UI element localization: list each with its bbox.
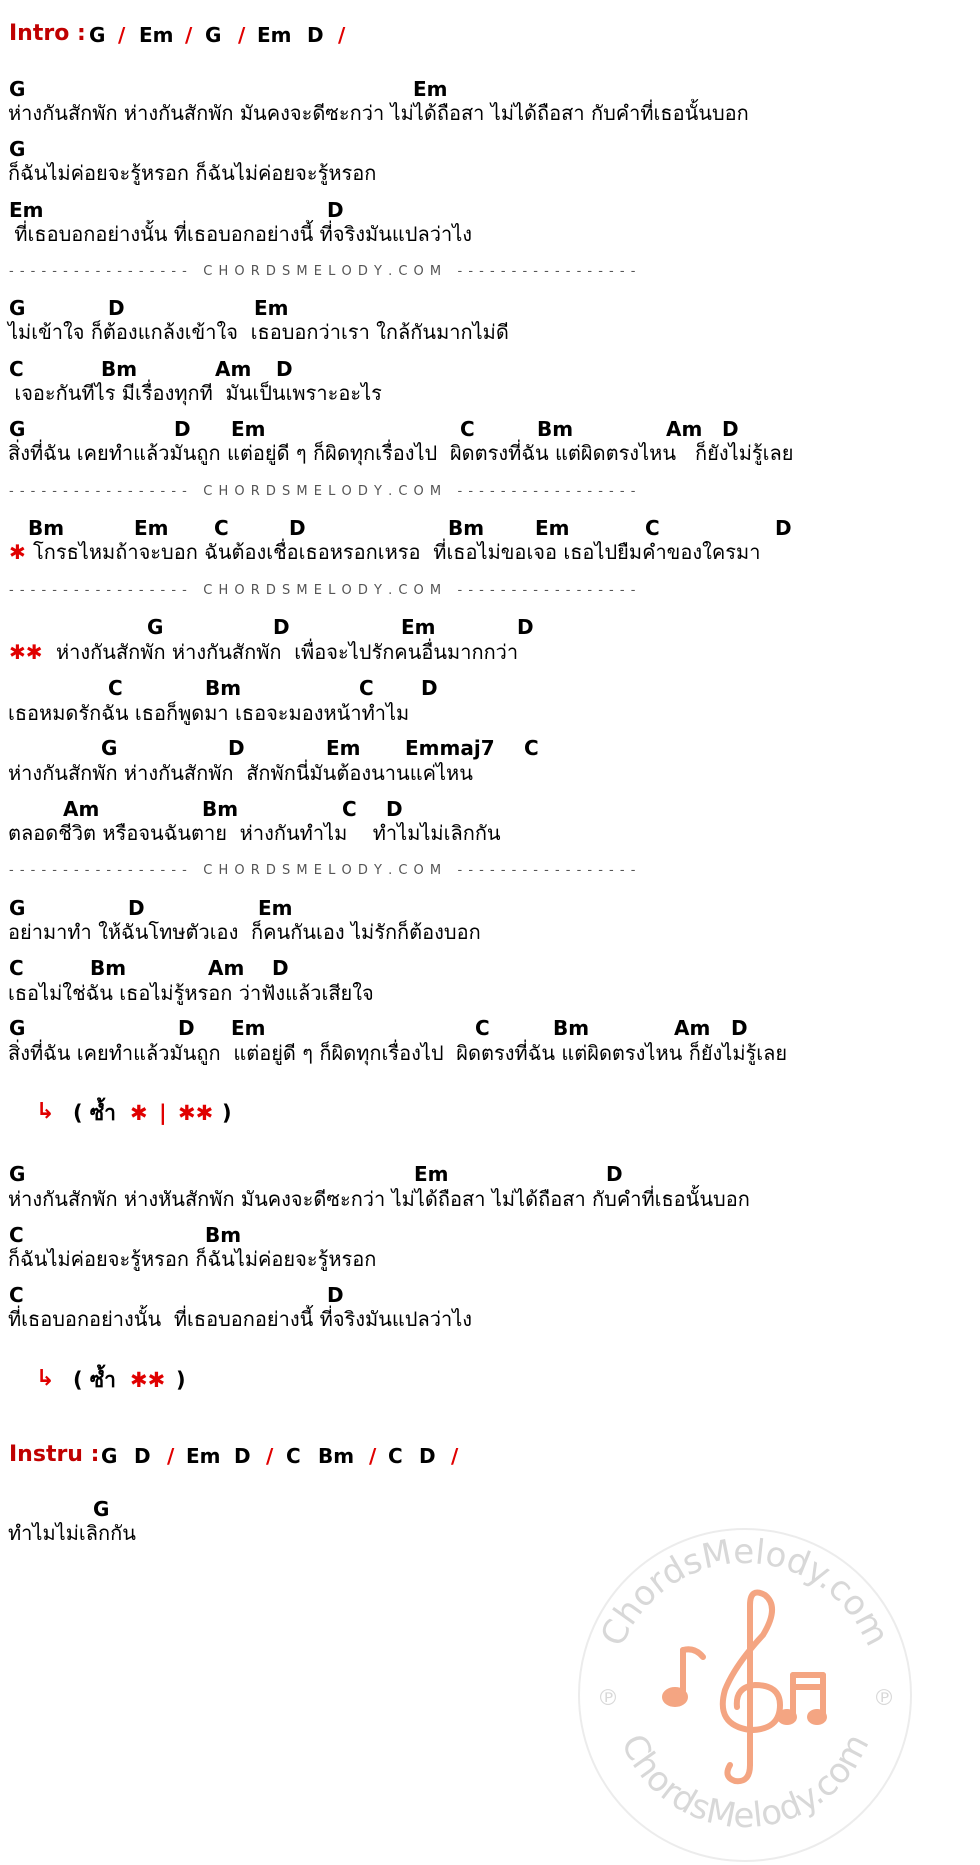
chord: Em	[413, 77, 448, 101]
watermark-left-symbol-icon: ℗	[597, 1686, 619, 1711]
chord: Bm	[205, 676, 242, 700]
watermark-text-bottom: ChordsMelody.com	[612, 1727, 878, 1837]
chord: Am	[215, 357, 252, 381]
chord: Em	[535, 516, 570, 540]
lyric-line: ห่างกันสักพัก ห่างกันสักพัก เพื่อจะไปรักคนอื่นมากกว่า	[56, 640, 519, 664]
chord: C	[475, 1016, 490, 1040]
lyric-line: ที่เธอบอกอย่างนั้น ที่เธอบอกอย่างนี้ ที่จริงมันแปลว่าไง	[8, 1307, 473, 1331]
chord: G	[9, 137, 26, 161]
chord: Em	[134, 516, 169, 540]
instru-chord: Em	[186, 1444, 221, 1468]
instru-chord: C	[286, 1444, 301, 1468]
lyric-line: อย่ามาทำ ให้ฉันโทษตัวเอง ก็คนกันเอง ไม่รักก็ต้องบอก	[8, 920, 481, 944]
chord: D	[327, 198, 344, 222]
intro-slash: /	[118, 23, 126, 47]
chord: G	[9, 417, 26, 441]
chord: Em	[231, 417, 266, 441]
intro-chord: Em	[139, 23, 174, 47]
chord: D	[421, 676, 438, 700]
instru-chord: D	[419, 1444, 436, 1468]
chord: Bm	[28, 516, 65, 540]
chord: C	[359, 676, 374, 700]
chord: C	[460, 417, 475, 441]
lyric-line: โกรธไหมถ้าจะบอก ฉันต้องเชื่อเธอหรอกเหรอ ที่เธอไม่ขอเจอ เธอไปยืมคำของใครมา	[33, 540, 761, 564]
chord: G	[9, 1162, 26, 1186]
chord: C	[9, 956, 24, 980]
chord: C	[645, 516, 660, 540]
lyric-line: ตลอดชีวิต หรือจนฉันตาย ห่างกันทำไม ทำไมไม่เลิกกัน	[8, 821, 501, 845]
lyric-line: ห่างกันสักพัก ห่างกันสักพัก สักพักนี่มันต้องนานแค่ไหน	[8, 761, 473, 785]
instru-slash: /	[167, 1444, 175, 1468]
chord: Am	[666, 417, 703, 441]
lyric-line: ก็ฉันไม่ค่อยจะรู้หรอก ก็ฉันไม่ค่อยจะรู้หรอก	[8, 1247, 377, 1271]
lyric-line: สิ่งที่ฉัน เคยทำแล้วมันถูก แต่อยู่ดี ๆ ก็ผิดทุกเรื่องไป ผิดตรงที่ฉัน แต่ผิดตรงไหน ก็ยังไม่รู้เลย	[8, 1041, 788, 1065]
repeat-close: )	[222, 1101, 232, 1125]
chord: Am	[674, 1016, 711, 1040]
chord: D	[386, 797, 403, 821]
chord: G	[147, 615, 164, 639]
lyric-line: ไม่เข้าใจ ก็ต้องแกล้งเข้าใจ เธอบอกว่าเรา ใกล้กันมากไม่ดี	[8, 320, 509, 344]
instru-slash: /	[266, 1444, 274, 1468]
chord: D	[272, 956, 289, 980]
chord: D	[731, 1016, 748, 1040]
repeat-divider: |	[159, 1101, 167, 1125]
watermark-right-symbol-icon: ℗	[873, 1686, 895, 1711]
chord: D	[517, 615, 534, 639]
chord: D	[174, 417, 191, 441]
intro-slash: /	[185, 23, 193, 47]
chord: D	[327, 1283, 344, 1307]
lyric-line: ก็ฉันไม่ค่อยจะรู้หรอก ก็ฉันไม่ค่อยจะรู้หรอก	[8, 161, 377, 185]
intro-chord: Em	[257, 23, 292, 47]
chord: D	[178, 1016, 195, 1040]
section-double-star-marker: ✱✱	[9, 640, 43, 664]
chord: G	[9, 1016, 26, 1040]
chord: D	[722, 417, 739, 441]
chord: G	[9, 896, 26, 920]
chord: C	[9, 1283, 24, 1307]
chord: C	[9, 1223, 24, 1247]
separator: - - - - - - - - - - - - - - - - - C H O R D S M E L O D Y . C O M - - - - - - - - - - - - - - - - -	[9, 583, 637, 598]
repeat-star-marker: ✱	[130, 1101, 148, 1125]
chord: G	[9, 77, 26, 101]
repeat-label: ( ซ้ำ	[73, 1101, 116, 1125]
chord: Em	[414, 1162, 449, 1186]
separator: - - - - - - - - - - - - - - - - - C H O R D S M E L O D Y . C O M - - - - - - - - - - - - - - - - -	[9, 863, 637, 878]
chord: Am	[63, 797, 100, 821]
chord: G	[9, 296, 26, 320]
chord: Em	[9, 198, 44, 222]
intro-chord: G	[89, 23, 106, 47]
intro-slash: /	[338, 23, 346, 47]
chord: C	[214, 516, 229, 540]
chord: D	[228, 736, 245, 760]
chord: Bm	[202, 797, 239, 821]
separator: - - - - - - - - - - - - - - - - - C H O R D S M E L O D Y . C O M - - - - - - - - - - - - - - - - -	[9, 264, 637, 279]
watermark-text-top: ChordsMelody.com	[593, 1531, 897, 1653]
chord: Bm	[537, 417, 574, 441]
chord: Bm	[553, 1016, 590, 1040]
chord: Emmaj7	[405, 736, 495, 760]
lyric-line: ทำไมไม่เลิกกัน	[8, 1521, 136, 1545]
instru-label: Instru :	[9, 1442, 100, 1467]
chord: G	[101, 736, 118, 760]
chord: Em	[254, 296, 289, 320]
repeat-double-star-marker: ✱✱	[178, 1101, 214, 1125]
chord: Em	[401, 615, 436, 639]
intro-label: Intro :	[9, 21, 86, 46]
repeat-arrow-icon: ↳	[36, 1099, 55, 1124]
lyric-line: ที่เธอบอกอย่างนั้น ที่เธอบอกอย่างนี้ ที่จริงมันแปลว่าไง	[8, 222, 473, 246]
instru-chord: G	[101, 1444, 118, 1468]
chord: D	[276, 357, 293, 381]
chord: Em	[231, 1016, 266, 1040]
separator: - - - - - - - - - - - - - - - - - C H O R D S M E L O D Y . C O M - - - - - - - - - - - - - - - - -	[9, 484, 637, 499]
lyric-line: เจอะกันทีไร มีเรื่องทุกที มันเป็นเพราะอะไร	[8, 381, 382, 405]
instru-chord: Bm	[318, 1444, 355, 1468]
chord: Am	[208, 956, 245, 980]
lyric-line: ห่างกันสักพัก ห่างกันสักพัก มันคงจะดีซะกว่า ไม่ได้ถือสา ไม่ได้ถือสา กับคำที่เธอนั้นบอก	[8, 101, 749, 125]
repeat-close: )	[176, 1368, 186, 1392]
lyric-line: เธอไม่ใช่ฉัน เธอไม่รู้หรอก ว่าฟังแล้วเสียใจ	[8, 981, 374, 1005]
chord: D	[273, 615, 290, 639]
chord: Bm	[205, 1223, 242, 1247]
chord: Bm	[90, 956, 127, 980]
intro-chord: G	[205, 23, 222, 47]
lyric-line: สิ่งที่ฉัน เคยทำแล้วมันถูก แต่อยู่ดี ๆ ก็ผิดทุกเรื่องไป ผิดตรงที่ฉัน แต่ผิดตรงไหน ก็ยังไม่รู้เลย	[8, 441, 794, 465]
chord: D	[775, 516, 792, 540]
repeat-double-star-marker: ✱✱	[130, 1368, 166, 1392]
chord: Em	[258, 896, 293, 920]
instru-chord: D	[134, 1444, 151, 1468]
section-star-marker: ✱	[9, 540, 26, 564]
instru-slash: /	[451, 1444, 459, 1468]
chord: G	[93, 1497, 110, 1521]
chord: C	[9, 357, 24, 381]
chord: D	[289, 516, 306, 540]
instru-chord: C	[388, 1444, 403, 1468]
instru-slash: /	[369, 1444, 377, 1468]
repeat-label: ( ซ้ำ	[73, 1368, 116, 1392]
chord: Bm	[448, 516, 485, 540]
chord: C	[108, 676, 123, 700]
chord: C	[342, 797, 357, 821]
intro-chord: D	[307, 23, 324, 47]
chord: D	[606, 1162, 623, 1186]
chord: Bm	[101, 357, 138, 381]
chordsmelody-watermark-logo	[575, 1525, 915, 1865]
instru-chord: D	[234, 1444, 251, 1468]
repeat-arrow-icon: ↳	[36, 1366, 55, 1391]
chord: Em	[326, 736, 361, 760]
chord: D	[108, 296, 125, 320]
lyric-line: เธอหมดรักฉัน เธอก็พูดมา เธอจะมองหน้าทำไม	[8, 701, 410, 725]
lyric-line: ห่างกันสักพัก ห่างหันสักพัก มันคงจะดีซะกว่า ไม่ได้ถือสา ไม่ได้ถือสา กับคำที่เธอนั้นบอก	[8, 1187, 750, 1211]
chord: D	[128, 896, 145, 920]
intro-slash: /	[238, 23, 246, 47]
chord: C	[524, 736, 539, 760]
